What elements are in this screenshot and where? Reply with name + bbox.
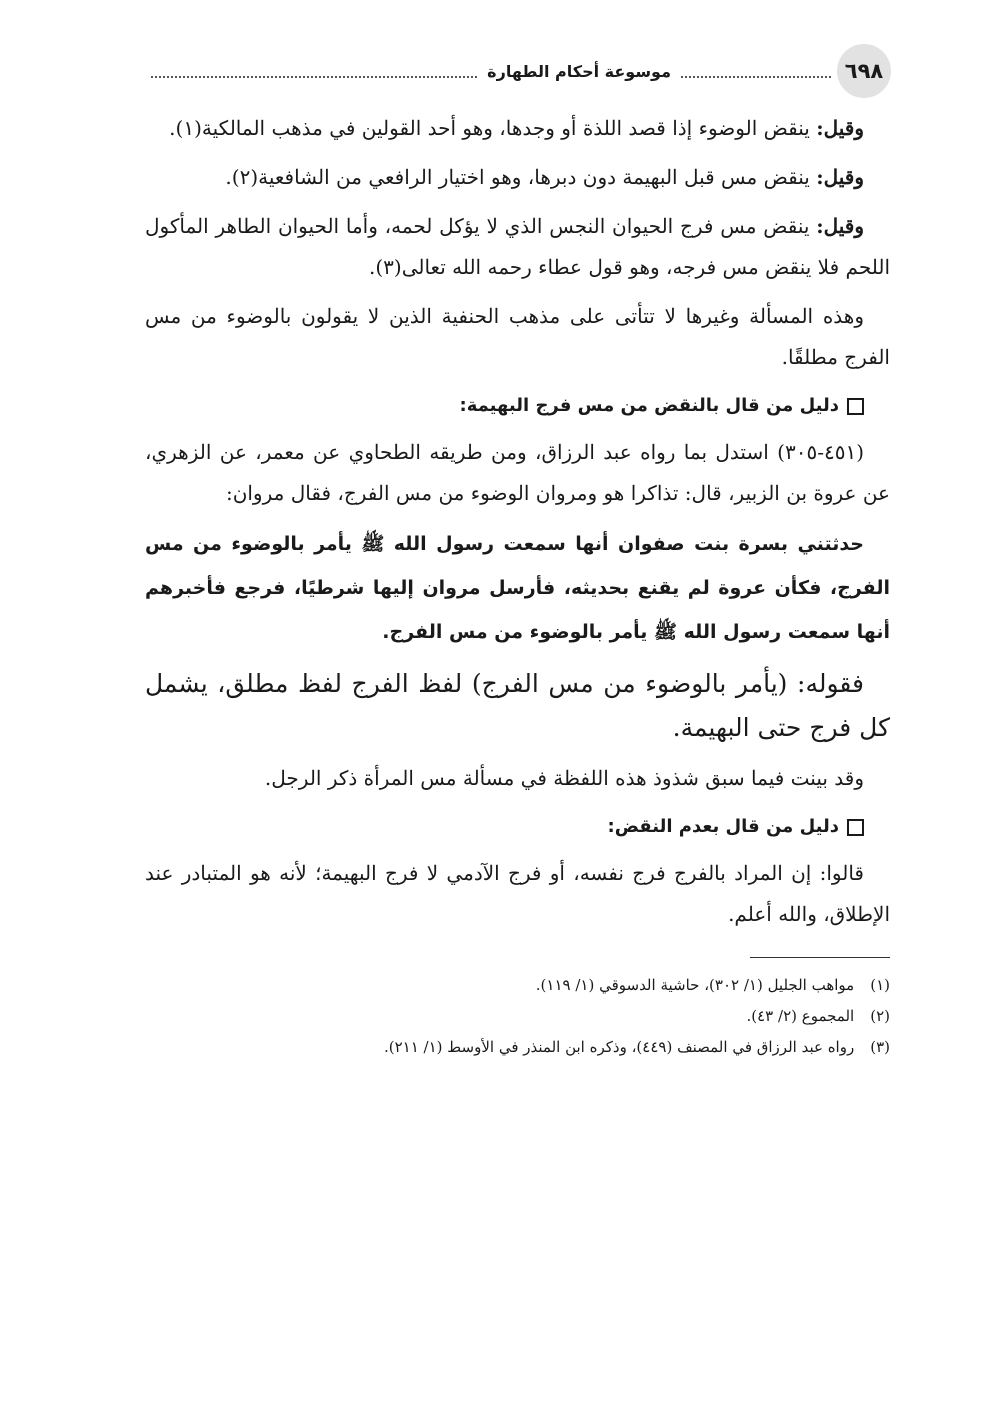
paragraph: (٤٥١-٣٠٥) استدل بما رواه عبد الرزاق، ومن طريقه الطحاوي عن معمر، عن الزهري، عن عروة بن الزبير، قال: تذاكرا هو ومروان الوضوء من مس الفرج، فقال مروان:	[145, 440, 890, 505]
footnote-number: (١)	[870, 976, 890, 994]
checkbox-square-icon	[847, 398, 864, 415]
section-heading-text: دليل من قال بعدم النقض:	[607, 816, 839, 837]
book-title: موسوعة أحكام الطهارة	[487, 61, 671, 81]
footnote	[145, 1001, 890, 1032]
footnote-text: مواهب الجليل (١/ ٣٠٢)، حاشية الدسوقي (١/ ١١٩).	[535, 976, 855, 994]
section-heading	[145, 807, 890, 847]
paragraph-lead: وقيل:	[816, 116, 864, 140]
footnote-number: (٣)	[870, 1038, 890, 1056]
paragraph: وقد بينت فيما سبق شذوذ هذه اللفظة في مسألة مس المرأة ذكر الرجل.	[264, 766, 864, 790]
section-heading	[145, 386, 890, 426]
paragraph-text: ينقض مس قبل البهيمة دون دبرها، وهو اختيار الرافعي من الشافعية(٢).	[225, 165, 817, 189]
footnote	[145, 970, 890, 1001]
paragraph-lead: وقيل:	[816, 165, 864, 189]
header-dots-right	[681, 76, 831, 78]
footnote-text: رواه عبد الرزاق في المصنف (٤٤٩)، وذكره ابن المنذر في الأوسط (١/ ٢١١).	[383, 1038, 855, 1056]
paragraph: وهذه المسألة وغيرها لا تتأتى على مذهب الحنفية الذين لا يقولون بالوضوء من مس الفرج مطلقًا.	[145, 304, 890, 369]
page-header	[145, 40, 891, 102]
paragraph	[145, 108, 890, 149]
paragraph: قالوا: إن المراد بالفرج فرج نفسه، أو فرج الآدمي لا فرج البهيمة؛ لأنه هو المتبادر عند الإطلاق، والله أعلم.	[145, 861, 890, 926]
paragraph-lead: وقيل:	[816, 214, 864, 238]
paragraph	[145, 157, 890, 198]
page-body	[145, 108, 890, 1063]
footnote-number: (٢)	[870, 1007, 890, 1025]
header-dots-left	[151, 76, 477, 78]
paragraph-text: ينقض الوضوء إذا قصد اللذة أو وجدها، وهو أحد القولين في مذهب المالكية(١).	[169, 116, 817, 140]
footnote	[145, 1032, 890, 1063]
paragraph	[145, 206, 890, 288]
section-heading-text: دليل من قال بالنقض من مس فرج البهيمة:	[459, 395, 839, 416]
paragraph: فقوله: (يأمر بالوضوء من مس الفرج) لفظ الفرج لفظ مطلق، يشمل كل فرج حتى البهيمة.	[145, 669, 890, 742]
footnote-separator	[750, 957, 890, 958]
paragraph-text: ينقض مس فرج الحيوان النجس الذي لا يؤكل لحمه، وأما الحيوان الطاهر المأكول اللحم فلا ينقض مس فرجه، وهو قول عطاء رحمه الله تعالى(٣).	[145, 214, 890, 279]
footnote-text: المجموع (٢/ ٤٣).	[746, 1007, 855, 1025]
checkbox-square-icon	[847, 819, 864, 836]
hadith-text: حدثتني بسرة بنت صفوان أنها سمعت رسول الله ﷺ يأمر بالوضوء من مس الفرج، فكأن عروة لم يقنع بحديثه، فأرسل مروان إليها شرطيًا، فرجع فأخبرهم أنها سمعت رسول الله ﷺ يأمر بالوضوء من مس الفرج.	[145, 533, 890, 643]
page-number: ٦٩٨	[837, 44, 891, 98]
